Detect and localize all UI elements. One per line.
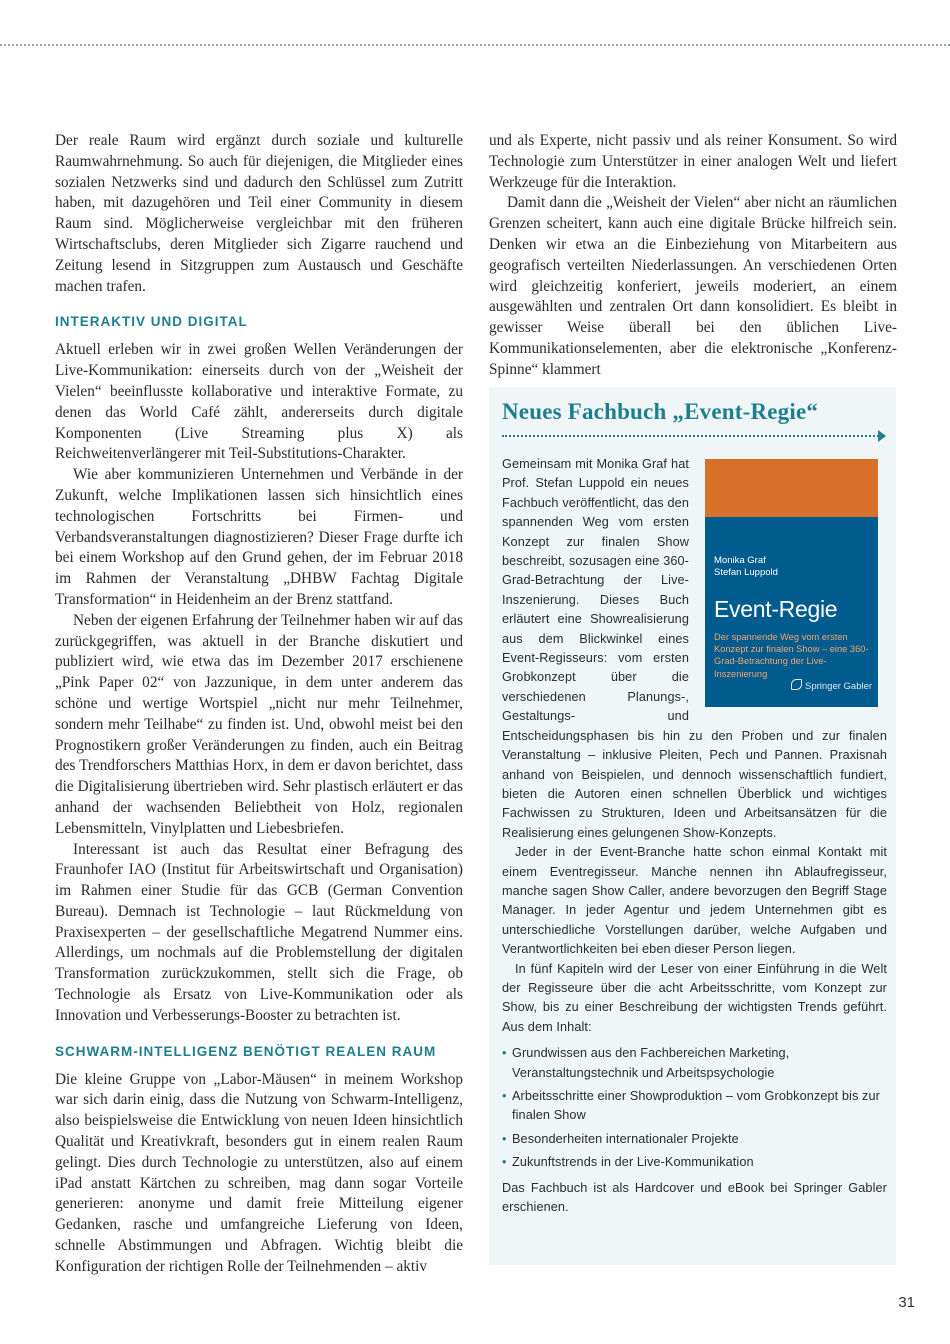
bullet-icon: • [502, 1155, 507, 1170]
list-item-text: Grundwissen aus den Fachbereichen Marketing, Veranstaltungstechnik und Arbeitspsychologie [512, 1046, 790, 1080]
paragraph: Der reale Raum wird ergänzt durch soziale und kulturelle Raumwahrnehmung. So auch für diejenigen, die Mitglieder eines sozialen Netzwerks sind und dadurch den Schlüssel zum Zutritt haben, mit dazugehören und Teil einer Community in diesem Raum sind. Möglicherweise vergleichbar mit den früheren Wirtschaftsclubs, deren Mitglieder sich Zigarre rauchend und Zeitung lesend in Sitzgruppen zum Austausch und Geschäfte machen trafen. [55, 132, 463, 295]
paragraph: Interessant ist auch das Resultat einer Befragung des Fraunhofer IAO (Institut für Arbeitswirtschaft und Organisation) im Rahmen einer Studie für das GCB (German Convention Bureau). Demnach ist Technologie – laut Rückmeldung von Praxisexperten – der gesellschaftliche Megatrend Nummer eins. Allerdings, um nochmals auf die Problemstellung der digitalen Transformation zurückzukommen, stellt sich die Frage, ob Technologie als Ersatz von Live-Kommunikation oder als Innovation und Verbesserungs-Booster zu betrachten ist. [55, 840, 463, 1024]
arrow-icon [878, 430, 886, 442]
box-dotted-rule [502, 435, 882, 437]
book-author: Monika Graf [714, 555, 766, 566]
paragraph: Die kleine Gruppe von „Labor-Mäusen“ in meinem Workshop war sich darin einig, dass die Nutzung von Schwarm-Intelligenz, also beispielsweise die Entwicklung von neuen Ideen hinsichtlich Qualität und Kreativkraft, besonders gut in einem realen Raum gelingt. Dies durch Technologie zu unterstützen, also auf einem iPad anstatt Kärtchen zu schreiben, mag dann sogar Vorteile generieren: anonyme und damit freie Mitteilung eigener Gedanken, rasche und umfangreiche Lieferung von Ideen, schnelle Abstimmungen und Abfragen. Wichtig bleibt die Konfiguration der richtigen Rolle der Teilnehmenden – aktiv [55, 1070, 463, 1275]
box-body [502, 455, 887, 1217]
list-item [502, 1130, 887, 1149]
section-heading: SCHWARM-INTELLIGENZ BENÖTIGT REALEN RAUM [55, 1043, 437, 1059]
list-item-text: Zukunftstrends in der Live-Kommunikation [512, 1155, 754, 1170]
bullet-icon: • [502, 1046, 507, 1061]
list-item [502, 1044, 887, 1083]
paragraph: Damit dann die „Weisheit der Vielen“ aber nicht an räumlichen Grenzen scheitert, kann auch eine digitale Brücke hilfreich sein. Denken wir etwa an die Einbeziehung von Mitarbeitern aus geografisch verteilten Niederlassungen. An verschiedenen Orten wird gleichzeitig konferiert, jeweils moderiert, an einem ausgewählten und zentralen Ort dann konsolidiert. Es bleibt in gewisser Weise überall bei den üblichen Live-Kommunikationselementen, aber die elektronische „Konferenz-Spinne“ klammert [489, 194, 897, 378]
box-paragraph: Jeder in der Event-Branche hatte schon einmal Kontakt mit einem Eventregisseur. Manche nennen ihn Ablaufregisseur, manche sagen Show Caller, andere bevorzugen den Begriff Stage Manager. In jeder Agentur und jedem Unternehmen gibt es unterschiedliche Vorstellungen darüber, welche Aufgaben und Verantwortlichkeiten bei eben dieser Person liegen. [502, 845, 887, 957]
list-item-text: Arbeitsschritte einer Showproduktion – vom Grobkonzept bis zur finalen Show [512, 1089, 880, 1123]
list-item [502, 1153, 887, 1172]
book-subtitle: Der spannende Weg vom ersten Konzept zur finalen Show – eine 360-Grad-Betrachtung der Live-Inszenierung [714, 632, 869, 679]
section-heading: INTERAKTIV UND DIGITAL [55, 314, 248, 330]
float-spacer [689, 455, 887, 711]
right-column [489, 131, 897, 381]
paragraph: und als Experte, nicht passiv und als reiner Konsument. So wird Technologie zum Unterstützer in einer analogen Welt und liefert Werkzeuge für die Interaktion. [489, 132, 897, 191]
paragraph: Neben der eigenen Erfahrung der Teilnehmer haben wir auf das zurückgegriffen, was aktuell in der Branche diskutiert und publiziert wird, wie etwa das im Dezember 2017 erschienene „Pink Paper 02“ von Jazzunique, in dem unter anderem das schöne und wertige Wortspiel „nicht nur mehr Teilnehmer, sondern mehr Teilhabe“ zu finden ist. Und, obwohl meist bei den Prognostikern großer Veränderungen zu finden, auch ein Beitrag des Trendforschers Matthias Horx, in dem er davon berichtet, dass die Digitalisierung übertrieben wird. Sehr plastisch erläutert er das anhand der wachsenden Beliebtheit von Holz, regionalen Lebensmitteln, Vinylplatten und Liebesbriefen. [55, 611, 463, 837]
top-dotted-rule [0, 44, 950, 46]
bullet-list [502, 1044, 887, 1172]
book-title: Event-Regie [714, 596, 838, 622]
box-closing: Das Fachbuch ist als Hardcover und eBook bei Springer Gabler erschienen. [502, 1180, 887, 1215]
book-author: Stefan Luppold [714, 567, 778, 578]
box-paragraph: Gemeinsam mit Monika Graf hat Prof. Stefan Luppold ein neues Fachbuch veröffentlicht, das den spannenden Weg vom ersten Konzept zur finalen Show beschreibt, sozusagen eine 360-Grad-Betrachtung der Live-Inszenierung. Dieses Buch erläutert eine Showrealisierung aus dem Blickwinkel eines Event-Regisseurs: vom ersten Grobkonzept über die verschiedenen Planungs-, Gestaltungs- und Entscheidungsphasen bis hin zu den Proben und zur finalen Veranstaltung – inklusive Pleiten, Pech und Pannen. Praxisnah anhand von Beispielen, und dennoch wissenschaftlich fundiert, bieten die Autoren einen schnellen Überblick und wichtiges Fachwissen zu Strukturen, Ideen und Arbeitsansätzen für die Realisierung eines gelungenen Show-Konzepts. [502, 457, 887, 840]
list-item-text: Besonderheiten internationaler Projekte [512, 1131, 739, 1146]
box-title: Neues Fachbuch „Event-Regie“ [502, 399, 819, 424]
info-box [489, 387, 896, 1265]
left-column [55, 131, 463, 1278]
list-item [502, 1087, 887, 1126]
page-number: 31 [898, 1294, 915, 1311]
paragraph: Aktuell erleben wir in zwei großen Wellen Veränderungen der Live-Kommunikation: einerseits durch von der „Weisheit der Vielen“ beeinflusste kollaborative und interaktive Formate, zu denen das World Café zählt, andererseits durch digitale Komponenten (Live Streaming plus X) als Reichweitenverlängerer mit Teil-Substitutions-Charakter. [55, 341, 463, 463]
bullet-icon: • [502, 1089, 507, 1103]
publisher-label: Springer Gabler [805, 681, 873, 692]
bullet-icon: • [502, 1131, 507, 1146]
paragraph: Wie aber kommunizieren Unternehmen und Verbände in der Zukunft, welche Implikationen lassen sich hinsichtlich eines technologischen Fortschritts bei Firmen- und Verbandsveranstaltungen diagnostizieren? Dieser Frage durfte ich bei einem Workshop auf den Grund gehen, der im Februar 2018 im Rahmen der Veranstaltung „DHBW Fachtag Digitale Transformation“ in Heidenheim an der Brenz stattfand. [55, 466, 463, 608]
box-paragraph: In fünf Kapiteln wird der Leser von einer Einführung in die Welt der Regisseure über die acht Arbeitsschritte, vom Konzept zur Show, bis zu einer Beschreibung der wichtigsten Trends geführt. Aus dem Inhalt: [502, 961, 887, 1034]
